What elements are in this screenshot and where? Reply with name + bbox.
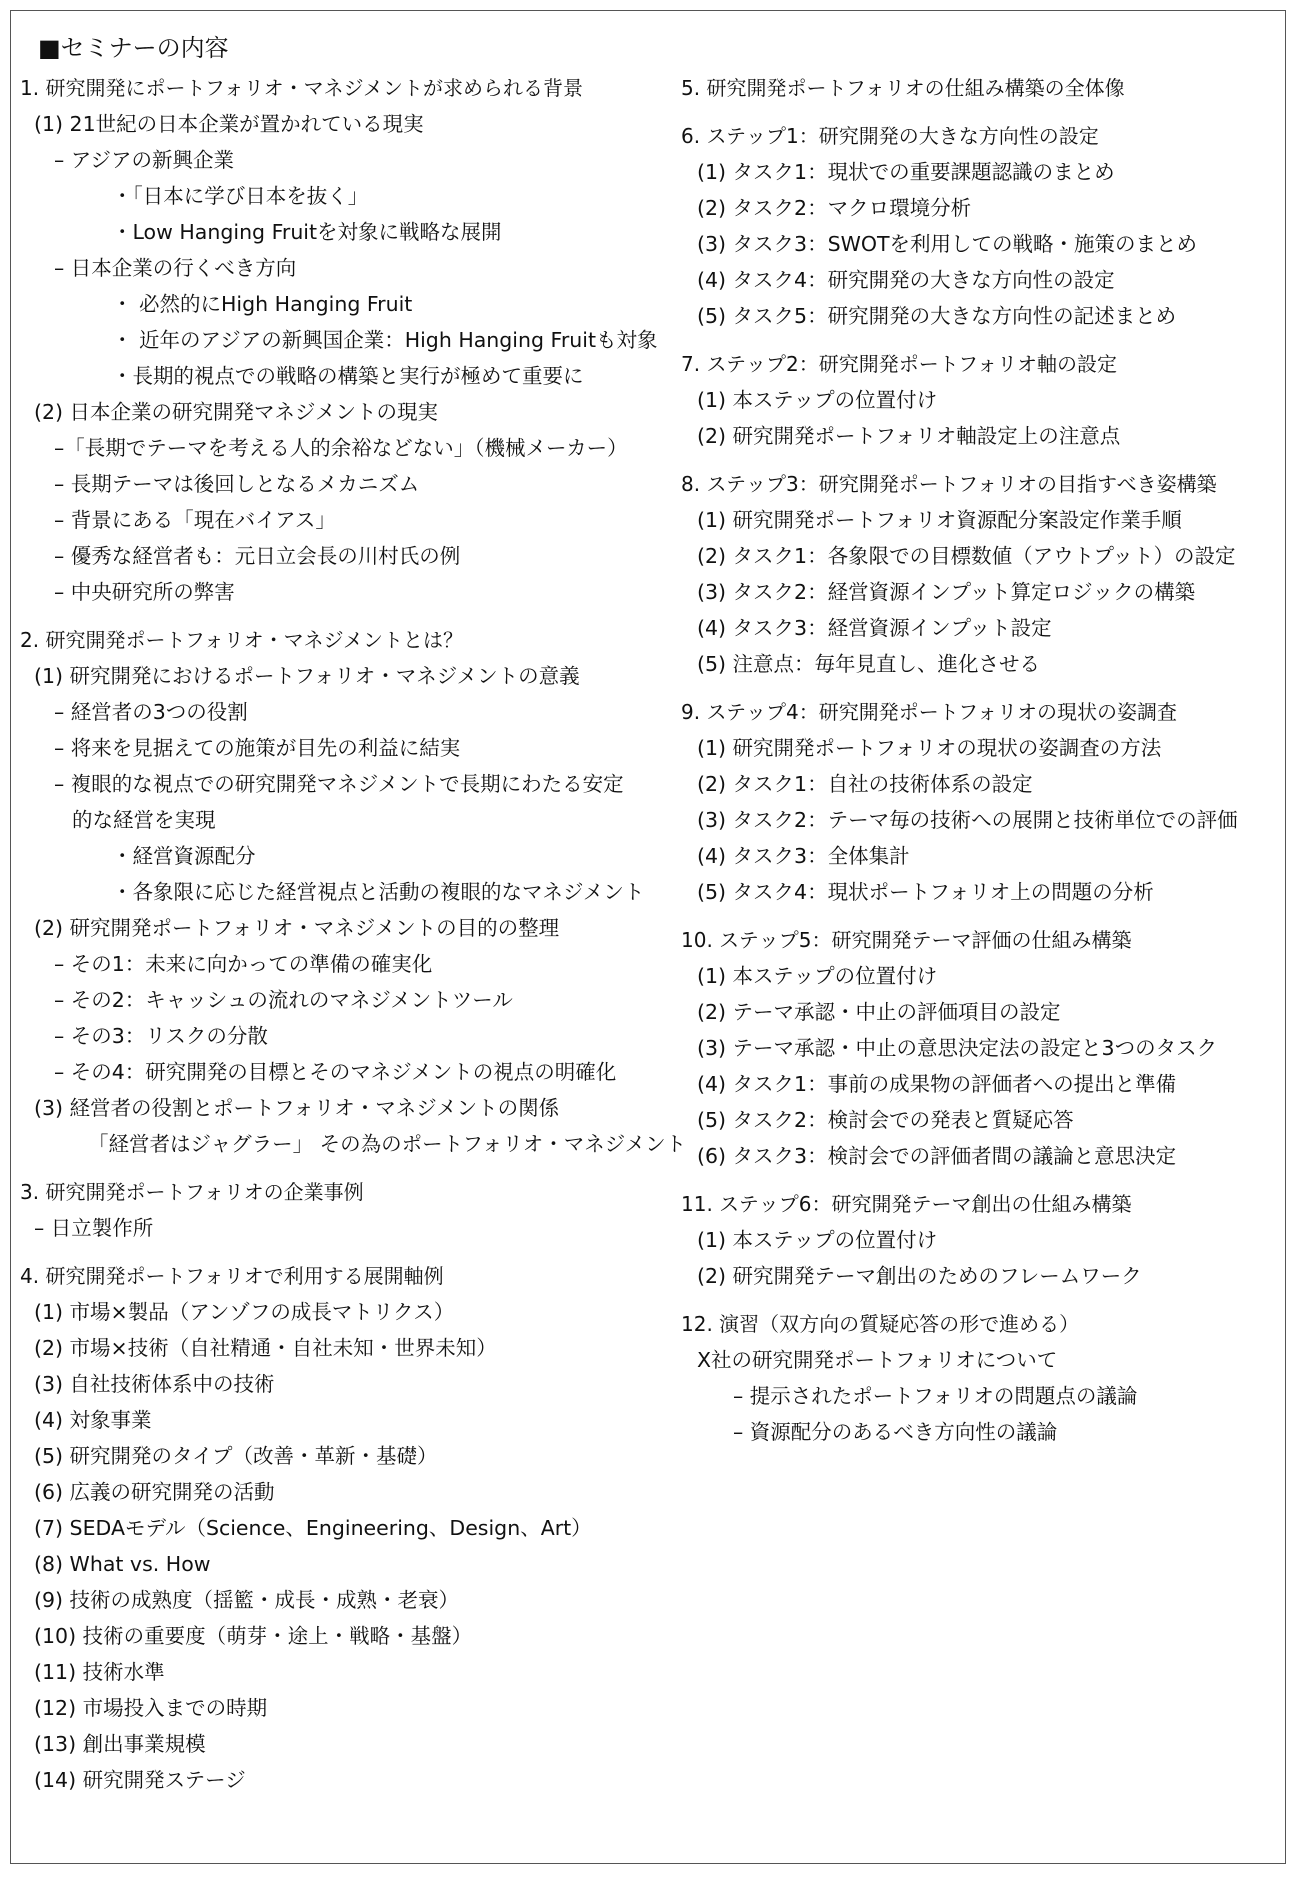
bullet-item: – 資源配分のあるべき方向性の議論 [733,1420,1058,1444]
subsection-item: (3) 自社技術体系中の技術 [34,1372,275,1396]
subsection-item: (4) タスク3：経営資源インプット設定 [697,616,1052,640]
subsection-item: (4) タスク4：研究開発の大きな方向性の設定 [697,268,1115,292]
bullet-item: – 提示されたポートフォリオの問題点の議論 [733,1384,1138,1408]
subsection-item: (3) 経営者の役割とポートフォリオ・マネジメントの関係 [34,1096,560,1120]
subsection-item: (1) 市場×製品（アンゾフの成長マトリクス） [34,1300,455,1324]
subsection-item: (4) 対象事業 [34,1408,152,1432]
right-column [681,70,1281,1450]
subsection-item: (4) タスク1：事前の成果物の評価者への提出と準備 [697,1072,1177,1096]
bullet-item: ・Low Hanging Fruitを対象に戦略な展開 [112,220,502,244]
subsection-item: (5) タスク5：研究開発の大きな方向性の記述まとめ [697,304,1177,328]
section-gap [681,1294,1281,1306]
bullet-item: – 経営者の3つの役割 [54,700,248,724]
bullet-item: – その1：未来に向かっての準備の確実化 [54,952,433,976]
bullet-item: ・長期的視点での戦略の構築と実行が極めて重要に [112,364,584,388]
section-gap [20,1162,680,1174]
bullet-item: ・ 近年のアジアの新興国企業：High Hanging Fruitも対象 [112,328,658,352]
bullet-item: ・各象限に応じた経営視点と活動の複眼的なマネジメント [112,880,645,904]
bullet-item: – 複眼的な視点での研究開発マネジメントで長期にわたる安定 [54,772,624,796]
bullet-item: – 優秀な経営者も：元日立会長の川村氏の例 [54,544,461,568]
subsection-item: (2) 研究開発テーマ創出のためのフレームワーク [697,1264,1142,1288]
section-heading: 2. 研究開発ポートフォリオ・マネジメントとは？ [20,628,464,652]
section-heading: 4. 研究開発ポートフォリオで利用する展開軸例 [20,1264,444,1288]
subsection-item: (1) 研究開発におけるポートフォリオ・マネジメントの意義 [34,664,580,688]
subsection-item: (2) 日本企業の研究開発マネジメントの現実 [34,400,438,424]
subsection-item: (5) タスク4：現状ポートフォリオ上の問題の分析 [697,880,1154,904]
subsection-item: (10) 技術の重要度（萌芽・途上・戦略・基盤） [34,1624,473,1648]
section-heading: 10. ステップ5：研究開発テーマ評価の仕組み構築 [681,928,1132,952]
subsection-item: (14) 研究開発ステージ [34,1768,246,1792]
subsection-item: (1) 本ステップの位置付け [697,1228,938,1252]
subsection-item: – 日立製作所 [34,1216,154,1240]
section-heading: 7. ステップ2：研究開発ポートフォリオ軸の設定 [681,352,1117,376]
bullet-item: – 長期テーマは後回しとなるメカニズム [54,472,420,496]
subsection-item: (1) タスク1：現状での重要課題認識のまとめ [697,160,1115,184]
subsection-item: (2) 市場×技術（自社精通・自社未知・世界未知） [34,1336,497,1360]
subsection-item: (7) SEDAモデル（Science、Engineering、Design、Art） [34,1516,592,1540]
section-heading: 8. ステップ3：研究開発ポートフォリオの目指すべき姿構築 [681,472,1217,496]
subsection-item: (5) 注意点：毎年見直し、進化させる [697,652,1041,676]
subsection-item: (12) 市場投入までの時期 [34,1696,268,1720]
section-heading: 1. 研究開発にポートフォリオ・マネジメントが求められる背景 [20,76,584,100]
bullet-item: –「長期でテーマを考える人的余裕などない」（機械メーカー） [54,436,628,460]
subsection-item: (3) タスク2：テーマ毎の技術への展開と技術単位での評価 [697,808,1238,832]
bullet-item: – 中央研究所の弊害 [54,580,235,604]
bullet-item: ・「日本に学び日本を抜く」 [112,184,369,208]
subsection-item: X社の研究開発ポートフォリオについて [697,1348,1058,1372]
section-heading: 11. ステップ6：研究開発テーマ創出の仕組み構築 [681,1192,1132,1216]
subsection-item: (2) タスク2：マクロ環境分析 [697,196,972,220]
subsection-item: (8) What vs. How [34,1552,211,1576]
bullet-item: – アジアの新興企業 [54,148,234,172]
bullet-item: – その4：研究開発の目標とそのマネジメントの視点の明確化 [54,1060,617,1084]
subsection-item: (6) タスク3：検討会での評価者間の議論と意思決定 [697,1144,1177,1168]
subsection-item: (3) テーマ承認・中止の意思決定法の設定と3つのタスク [697,1036,1218,1060]
section-heading: 12. 演習（双方向の質疑応答の形で進める） [681,1312,1080,1336]
section-gap [681,334,1281,346]
section-gap [20,610,680,622]
bullet-item: 「経営者はジャグラー」 その為のポートフォリオ・マネジメント [88,1132,687,1156]
subsection-item: (1) 研究開発ポートフォリオの現状の姿調査の方法 [697,736,1162,760]
section-gap [681,682,1281,694]
bullet-item: ・ 必然的にHigh Hanging Fruit [112,292,413,316]
subsection-item: (6) 広義の研究開発の活動 [34,1480,275,1504]
section-gap [681,910,1281,922]
subsection-item: (1) 21世紀の日本企業が置かれている現実 [34,112,424,136]
subsection-item: (2) タスク1：自社の技術体系の設定 [697,772,1033,796]
subsection-item: (3) タスク3：SWOTを利用しての戦略・施策のまとめ [697,232,1198,256]
subsection-item: (2) 研究開発ポートフォリオ軸設定上の注意点 [697,424,1121,448]
subsection-item: (1) 本ステップの位置付け [697,964,938,988]
bullet-item: – 背景にある「現在バイアス」 [54,508,336,532]
bullet-item: – その3：リスクの分散 [54,1024,268,1048]
bullet-item: ・経営資源配分 [112,844,256,868]
subsection-item: (1) 研究開発ポートフォリオ資源配分案設定作業手順 [697,508,1182,532]
section-heading: 6. ステップ1：研究開発の大きな方向性の設定 [681,124,1099,148]
left-column [20,70,687,1798]
subsection-item: (1) 本ステップの位置付け [697,388,938,412]
section-gap [20,1246,680,1258]
section-gap [681,106,1281,118]
section-heading: 9. ステップ4：研究開発ポートフォリオの現状の姿調査 [681,700,1177,724]
subsection-item: (2) タスク1：各象限での目標数値（アウトプット）の設定 [697,544,1236,568]
subsection-item: (2) テーマ承認・中止の評価項目の設定 [697,1000,1061,1024]
subsection-item: (13) 創出事業規模 [34,1732,206,1756]
bullet-item: – 日本企業の行くべき方向 [54,256,297,280]
bullet-item: – 将来を見据えての施策が目先の利益に結実 [54,736,461,760]
subsection-item: (4) タスク3：全体集計 [697,844,910,868]
section-heading: 3. 研究開発ポートフォリオの企業事例 [20,1180,364,1204]
subsection-item: (5) 研究開発のタイプ（改善・革新・基礎） [34,1444,438,1468]
bullet-item: – その2：キャッシュの流れのマネジメントツール [54,988,513,1012]
page-title: ■セミナーの内容 [38,34,229,62]
section-gap [681,454,1281,466]
section-gap [681,1174,1281,1186]
section-heading: 5. 研究開発ポートフォリオの仕組み構築の全体像 [681,76,1125,100]
subsection-item: (2) 研究開発ポートフォリオ・マネジメントの目的の整理 [34,916,560,940]
subsection-item: (9) 技術の成熟度（揺籃・成長・成熟・老衰） [34,1588,460,1612]
subsection-item: (3) タスク2：経営資源インプット算定ロジックの構築 [697,580,1196,604]
list-item-continuation: 的な経営を実現 [72,808,216,832]
subsection-item: (11) 技術水準 [34,1660,165,1684]
subsection-item: (5) タスク2：検討会での発表と質疑応答 [697,1108,1074,1132]
